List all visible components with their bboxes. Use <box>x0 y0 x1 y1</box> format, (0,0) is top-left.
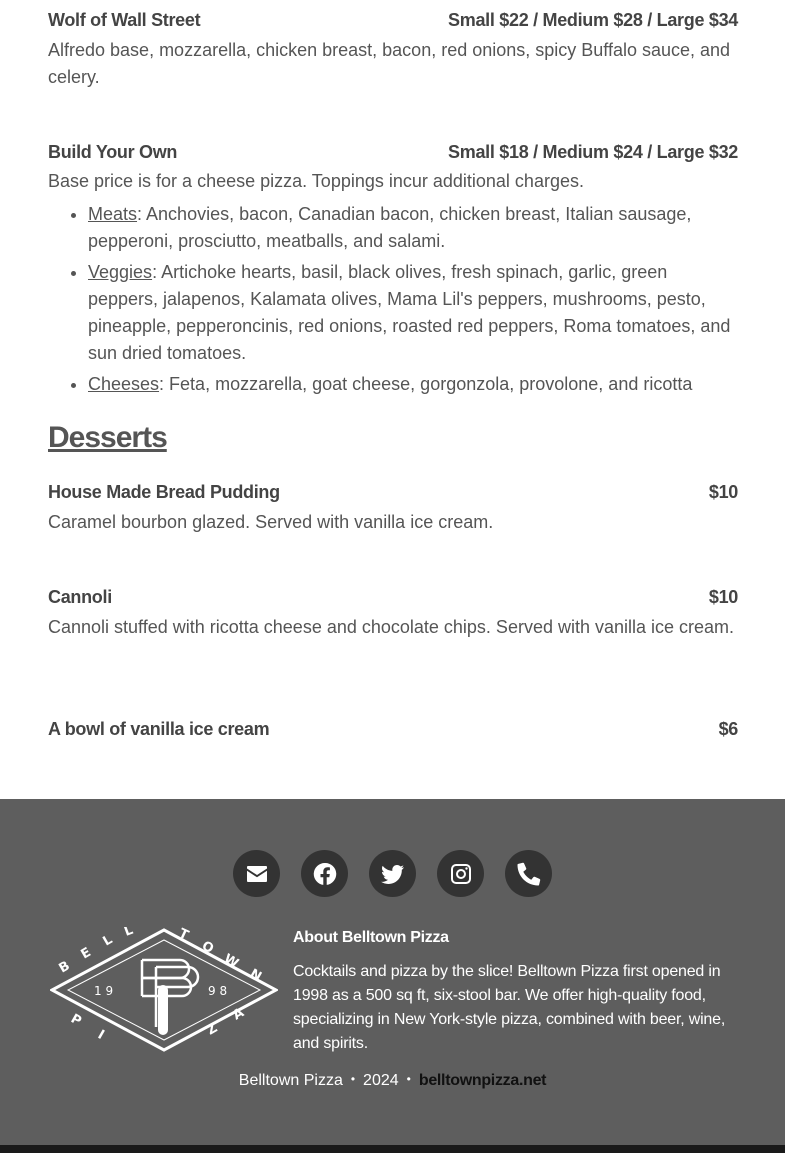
credit-name: Belltown Pizza <box>238 1072 343 1089</box>
topping-items: : Anchovies, bacon, Canadian bacon, chicken breast, Italian sausage, pepperoni, prosciutto, meatballs, and salami. <box>88 204 692 251</box>
svg-text:L: L <box>100 932 116 950</box>
item-name: House Made Bread Pudding <box>48 482 280 502</box>
item-name: A bowl of vanilla ice cream <box>48 719 270 739</box>
twitter-icon[interactable] <box>369 850 416 897</box>
footer-credits <box>0 1072 785 1090</box>
separator-dot: • <box>350 1072 356 1086</box>
list-item <box>88 259 738 367</box>
list-item <box>88 371 738 398</box>
menu-item <box>48 719 738 740</box>
svg-text:T: T <box>176 927 191 944</box>
social-links <box>233 850 552 897</box>
item-price: $6 <box>718 719 738 739</box>
about-text: Cocktails and pizza by the slice! Belltown Pizza first opened in 1998 as a 500 sq ft, six-stool bar. We offer high-quality food, specializing in New York-style pizza, combined with beer, wine, and spirits. <box>293 963 726 1052</box>
svg-text:9 8: 9 8 <box>208 984 228 998</box>
section-title: Desserts <box>48 421 167 454</box>
svg-text:P: P <box>68 1011 84 1030</box>
list-item <box>88 201 738 255</box>
separator-dot: • <box>406 1072 411 1086</box>
item-description: Base price is for a cheese pizza. Toppings incur additional charges. <box>48 171 584 191</box>
instagram-icon[interactable] <box>437 850 484 897</box>
site-footer <box>0 799 785 1145</box>
item-price: $10 <box>708 587 738 607</box>
topping-category: Veggies <box>88 262 153 282</box>
menu-item <box>48 10 738 91</box>
menu-item <box>48 587 738 641</box>
svg-text:E: E <box>78 945 94 963</box>
item-name: Wolf of Wall Street <box>48 10 201 30</box>
item-price: $10 <box>708 482 738 502</box>
svg-text:B: B <box>56 958 73 977</box>
topping-items: : Feta, mozzarella, goat cheese, gorgonzola, provolone, and ricotta <box>159 374 693 394</box>
topping-items: : Artichoke hearts, basil, black olives, fresh spinach, garlic, green peppers, jalapenos, Kalamata olives, Mama Lil's peppers, mushrooms, pesto, pineapple, pepperoncinis, red onions, roasted red peppers, Roma tomatoes, and sun dried tomatoes. <box>88 262 731 363</box>
item-description: Caramel bourbon glazed. Served with vanilla ice cream. <box>48 512 494 532</box>
svg-text:O: O <box>199 938 217 957</box>
svg-text:W: W <box>221 951 241 972</box>
toppings-list <box>48 201 738 398</box>
svg-text:I: I <box>95 1027 107 1043</box>
svg-text:1 9: 1 9 <box>94 984 114 998</box>
topping-category: Meats <box>88 204 138 224</box>
credit-year: 2024 <box>363 1072 399 1089</box>
svg-text:A: A <box>230 1005 247 1024</box>
about-title: About Belltown Pizza <box>293 929 449 946</box>
item-price: Small $22 / Medium $28 / Large $34 <box>448 10 738 30</box>
item-price: Small $18 / Medium $24 / Large $32 <box>448 142 738 162</box>
website-link[interactable]: belltownpizza.net <box>418 1072 547 1089</box>
item-description: Cannoli stuffed with ricotta cheese and chocolate chips. Served with vanilla ice cream. <box>48 617 735 637</box>
bottom-bar <box>0 1145 785 1153</box>
menu-item <box>48 142 738 402</box>
svg-text:N: N <box>247 966 264 985</box>
svg-text:Z: Z <box>204 1020 221 1039</box>
facebook-icon[interactable] <box>301 850 348 897</box>
svg-text:L: L <box>122 927 136 940</box>
item-name: Build Your Own <box>48 142 178 162</box>
item-name: Cannoli <box>48 587 112 607</box>
menu-item <box>48 482 738 536</box>
envelope-icon[interactable] <box>233 850 280 897</box>
topping-category: Cheeses <box>88 374 160 394</box>
phone-icon[interactable] <box>505 850 552 897</box>
about-section <box>293 929 733 1056</box>
belltown-logo <box>50 927 278 1053</box>
item-description: Alfredo base, mozzarella, chicken breast, bacon, red onions, spicy Buffalo sauce, and celery. <box>48 40 731 87</box>
